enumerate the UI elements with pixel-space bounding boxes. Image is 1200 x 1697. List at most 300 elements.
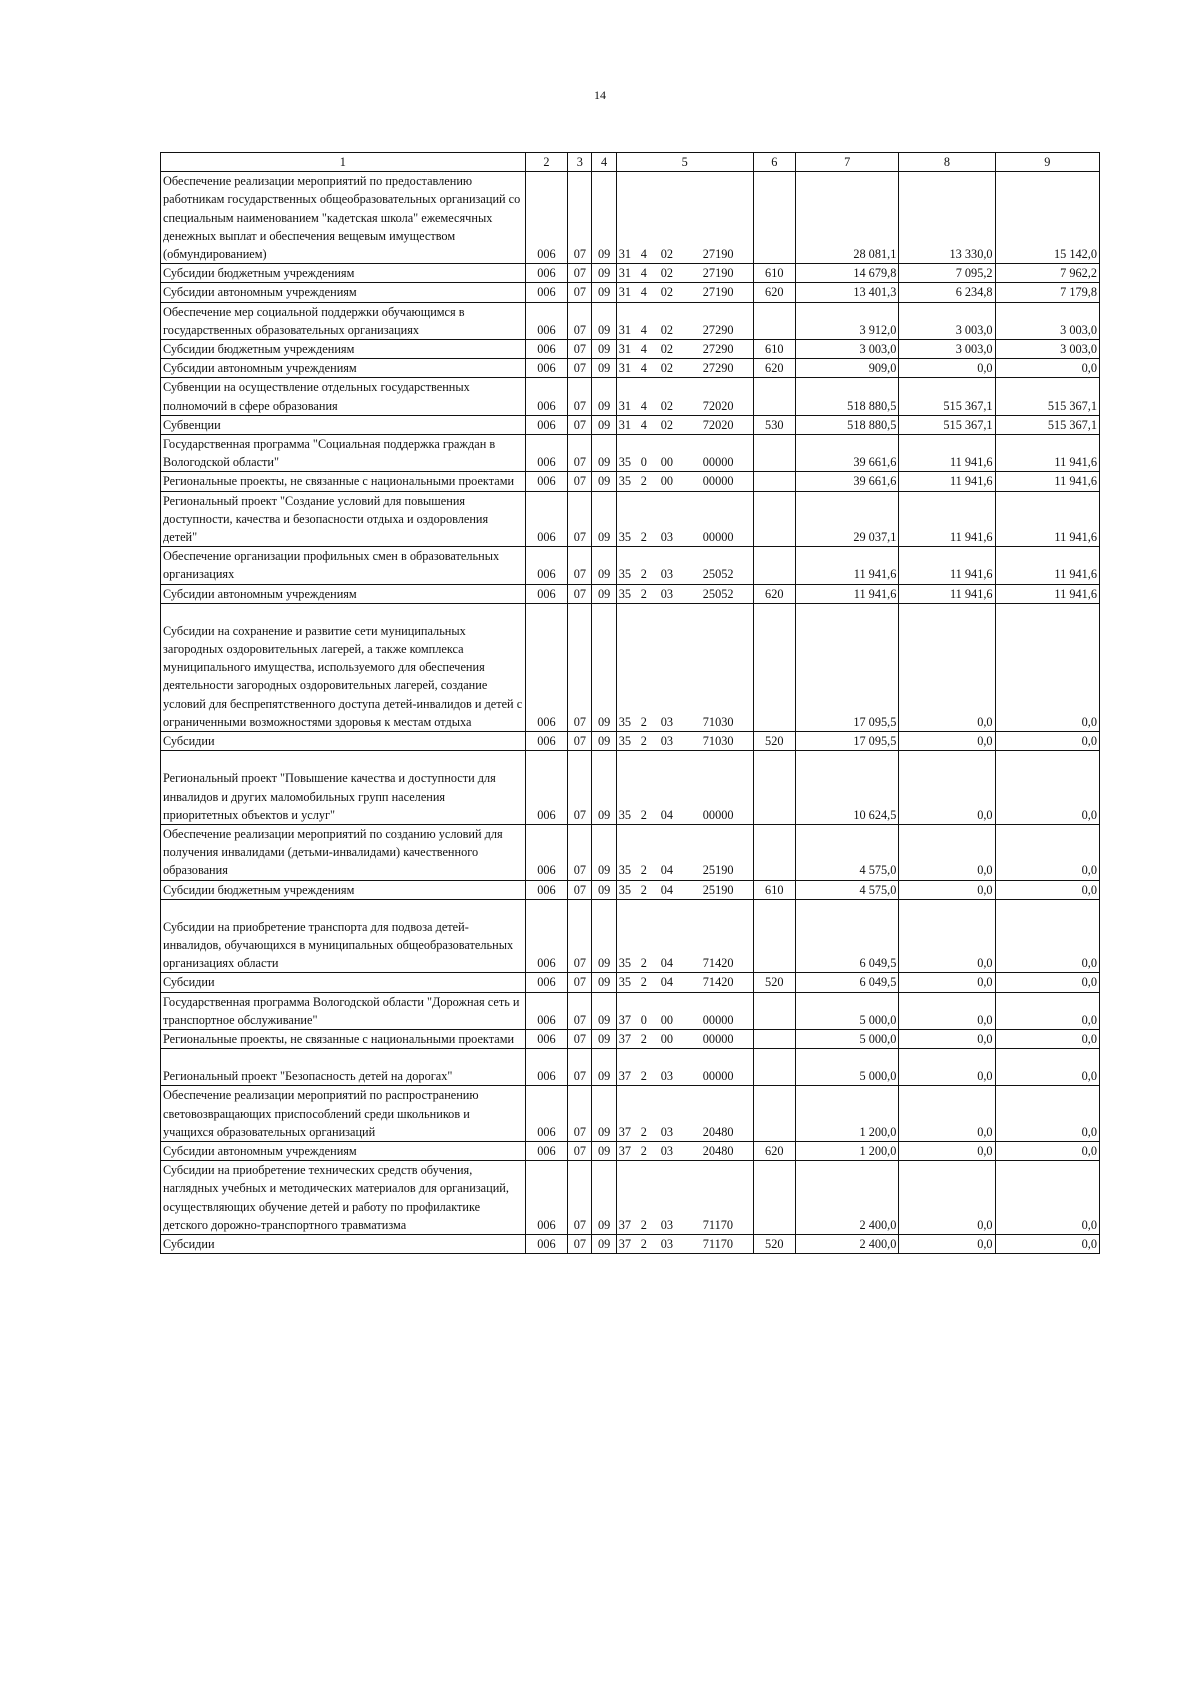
cell-subsection: 09 bbox=[592, 472, 616, 491]
cell-ministry: 006 bbox=[525, 472, 568, 491]
cell-section: 07 bbox=[568, 283, 592, 302]
article-segment: 03 bbox=[660, 1143, 674, 1158]
article-segment: 03 bbox=[660, 530, 674, 545]
article-segment: 02 bbox=[660, 266, 674, 281]
cell-target-article bbox=[616, 435, 753, 472]
cell-target-article bbox=[616, 491, 753, 547]
cell-target-article bbox=[616, 973, 753, 992]
article-segment: 31 bbox=[618, 361, 632, 376]
cell-amount-col8: 11 941,6 bbox=[899, 472, 995, 491]
article-segment: 25190 bbox=[702, 863, 734, 878]
article-segment: 2 bbox=[640, 863, 647, 878]
cell-amount-col9: 7 962,2 bbox=[995, 264, 1099, 283]
cell-amount-col9: 3 003,0 bbox=[995, 302, 1099, 339]
article-segment: 35 bbox=[618, 807, 632, 822]
cell-subsection: 09 bbox=[592, 264, 616, 283]
article-segment: 31 bbox=[618, 322, 632, 337]
article-segment: 2 bbox=[640, 1124, 647, 1139]
cell-target-article bbox=[616, 547, 753, 584]
cell-ministry: 006 bbox=[525, 973, 568, 992]
cell-amount-col9: 0,0 bbox=[995, 1234, 1099, 1253]
cell-subsection: 09 bbox=[592, 973, 616, 992]
cell-section: 07 bbox=[568, 359, 592, 378]
article-segment: 03 bbox=[660, 567, 674, 582]
cell-amount-col7: 2 400,0 bbox=[796, 1161, 899, 1235]
cell-amount-col9: 7 179,8 bbox=[995, 283, 1099, 302]
table-row bbox=[161, 1049, 1100, 1086]
article-segment: 2 bbox=[640, 1069, 647, 1084]
article-segment: 00 bbox=[660, 1012, 674, 1027]
cell-amount-col7: 1 200,0 bbox=[796, 1141, 899, 1160]
cell-amount-col8: 0,0 bbox=[899, 359, 995, 378]
cell-amount-col7: 17 095,5 bbox=[796, 732, 899, 751]
cell-subsection: 09 bbox=[592, 359, 616, 378]
article-segment: 37 bbox=[618, 1217, 632, 1232]
row-name: Субсидии бюджетным учреждениям bbox=[161, 340, 526, 359]
article-segment: 2 bbox=[640, 586, 647, 601]
row-name: Обеспечение реализации мероприятий по распространению световозвращающих приспособлений среди школьников и учащихся образовательных организаций bbox=[161, 1086, 526, 1142]
article-segment: 0 bbox=[640, 455, 647, 470]
cell-amount-col7: 17 095,5 bbox=[796, 603, 899, 731]
article-segment: 72020 bbox=[702, 398, 734, 413]
cell-amount-col9: 0,0 bbox=[995, 603, 1099, 731]
cell-ministry: 006 bbox=[525, 1234, 568, 1253]
article-segment: 02 bbox=[660, 285, 674, 300]
cell-amount-col8: 11 941,6 bbox=[899, 435, 995, 472]
cell-amount-col7: 4 575,0 bbox=[796, 824, 899, 880]
cell-amount-col9: 0,0 bbox=[995, 732, 1099, 751]
cell-subsection: 09 bbox=[592, 1086, 616, 1142]
cell-ministry: 006 bbox=[525, 1049, 568, 1086]
cell-section: 07 bbox=[568, 973, 592, 992]
table-row bbox=[161, 283, 1100, 302]
cell-section: 07 bbox=[568, 302, 592, 339]
cell-amount-col8: 0,0 bbox=[899, 1234, 995, 1253]
article-segment: 37 bbox=[618, 1236, 632, 1251]
article-segment: 02 bbox=[660, 322, 674, 337]
cell-amount-col8: 0,0 bbox=[899, 751, 995, 825]
row-name: Государственная программа Вологодской области "Дорожная сеть и транспортное обслуживание" bbox=[161, 992, 526, 1029]
table-row bbox=[161, 302, 1100, 339]
article-segment: 4 bbox=[640, 361, 647, 376]
table-row bbox=[161, 1161, 1100, 1235]
row-name: Обеспечение реализации мероприятий по предоставлению работникам государственных общеобразовательных организаций со специальным наименованием "кадетская школа" ежемесячных денежных выплат и обеспечения вещевым имуществом (обмундированием) bbox=[161, 172, 526, 264]
table-row bbox=[161, 584, 1100, 603]
article-segment: 71170 bbox=[702, 1236, 734, 1251]
article-segment: 04 bbox=[660, 882, 674, 897]
article-segment: 00000 bbox=[702, 455, 734, 470]
article-segment: 31 bbox=[618, 342, 632, 357]
cell-ministry: 006 bbox=[525, 824, 568, 880]
cell-ministry: 006 bbox=[525, 302, 568, 339]
article-segment: 2 bbox=[640, 530, 647, 545]
article-segment: 35 bbox=[618, 567, 632, 582]
header-cell: 1 bbox=[161, 153, 526, 172]
article-segment: 03 bbox=[660, 1069, 674, 1084]
article-segment: 00000 bbox=[702, 474, 734, 489]
cell-amount-col9: 0,0 bbox=[995, 824, 1099, 880]
table-row bbox=[161, 359, 1100, 378]
cell-amount-col8: 13 330,0 bbox=[899, 172, 995, 264]
article-segment: 2 bbox=[640, 714, 647, 729]
row-name: Государственная программа "Социальная поддержка граждан в Вологодской области" bbox=[161, 435, 526, 472]
cell-section: 07 bbox=[568, 1029, 592, 1048]
cell-subsection: 09 bbox=[592, 1161, 616, 1235]
article-segment: 27290 bbox=[702, 322, 734, 337]
cell-target-article bbox=[616, 1049, 753, 1086]
table-row bbox=[161, 378, 1100, 415]
cell-amount-col8: 0,0 bbox=[899, 1086, 995, 1142]
cell-amount-col7: 2 400,0 bbox=[796, 1234, 899, 1253]
cell-amount-col9: 15 142,0 bbox=[995, 172, 1099, 264]
article-segment: 04 bbox=[660, 956, 674, 971]
cell-amount-col8: 7 095,2 bbox=[899, 264, 995, 283]
cell-target-article bbox=[616, 472, 753, 491]
cell-amount-col7: 518 880,5 bbox=[796, 415, 899, 434]
cell-amount-col8: 0,0 bbox=[899, 824, 995, 880]
article-segment: 2 bbox=[640, 1143, 647, 1158]
row-name: Субсидии автономным учреждениям bbox=[161, 359, 526, 378]
row-name: Региональные проекты, не связанные с национальными проектами bbox=[161, 1029, 526, 1048]
article-segment: 03 bbox=[660, 586, 674, 601]
cell-expense-type bbox=[753, 378, 796, 415]
cell-amount-col9: 11 941,6 bbox=[995, 435, 1099, 472]
cell-amount-col7: 10 624,5 bbox=[796, 751, 899, 825]
cell-amount-col7: 14 679,8 bbox=[796, 264, 899, 283]
cell-amount-col9: 0,0 bbox=[995, 1141, 1099, 1160]
header-cell: 3 bbox=[568, 153, 592, 172]
article-segment: 2 bbox=[640, 1217, 647, 1232]
cell-subsection: 09 bbox=[592, 992, 616, 1029]
article-segment: 31 bbox=[618, 398, 632, 413]
article-segment: 2 bbox=[640, 1031, 647, 1046]
cell-expense-type bbox=[753, 824, 796, 880]
cell-amount-col8: 0,0 bbox=[899, 992, 995, 1029]
budget-table bbox=[160, 152, 1100, 1254]
article-segment: 00 bbox=[660, 474, 674, 489]
cell-subsection: 09 bbox=[592, 491, 616, 547]
cell-amount-col8: 515 367,1 bbox=[899, 378, 995, 415]
cell-section: 07 bbox=[568, 1086, 592, 1142]
article-segment: 2 bbox=[640, 474, 647, 489]
cell-section: 07 bbox=[568, 378, 592, 415]
row-name: Субвенции на осуществление отдельных государственных полномочий в сфере образования bbox=[161, 378, 526, 415]
cell-target-article bbox=[616, 880, 753, 899]
article-segment: 00 bbox=[660, 1031, 674, 1046]
cell-amount-col7: 11 941,6 bbox=[796, 584, 899, 603]
cell-expense-type: 610 bbox=[753, 340, 796, 359]
row-name: Субсидии бюджетным учреждениям bbox=[161, 880, 526, 899]
article-segment: 4 bbox=[640, 266, 647, 281]
article-segment: 35 bbox=[618, 714, 632, 729]
article-segment: 37 bbox=[618, 1069, 632, 1084]
cell-section: 07 bbox=[568, 472, 592, 491]
cell-amount-col9: 0,0 bbox=[995, 880, 1099, 899]
cell-expense-type bbox=[753, 472, 796, 491]
article-segment: 25052 bbox=[702, 586, 734, 601]
cell-expense-type: 610 bbox=[753, 264, 796, 283]
cell-amount-col7: 28 081,1 bbox=[796, 172, 899, 264]
cell-section: 07 bbox=[568, 732, 592, 751]
article-segment: 71420 bbox=[702, 975, 734, 990]
table-row bbox=[161, 340, 1100, 359]
article-segment: 71170 bbox=[702, 1217, 734, 1232]
cell-expense-type bbox=[753, 751, 796, 825]
article-segment: 35 bbox=[618, 975, 632, 990]
cell-expense-type: 520 bbox=[753, 1234, 796, 1253]
article-segment: 2 bbox=[640, 975, 647, 990]
cell-expense-type bbox=[753, 172, 796, 264]
cell-amount-col9: 11 941,6 bbox=[995, 491, 1099, 547]
cell-amount-col9: 0,0 bbox=[995, 1049, 1099, 1086]
cell-target-article bbox=[616, 340, 753, 359]
cell-target-article bbox=[616, 584, 753, 603]
article-segment: 25052 bbox=[702, 567, 734, 582]
cell-subsection: 09 bbox=[592, 1029, 616, 1048]
article-segment: 03 bbox=[660, 1217, 674, 1232]
cell-expense-type: 620 bbox=[753, 584, 796, 603]
article-segment: 4 bbox=[640, 285, 647, 300]
cell-target-article bbox=[616, 359, 753, 378]
cell-section: 07 bbox=[568, 1141, 592, 1160]
cell-ministry: 006 bbox=[525, 359, 568, 378]
header-row bbox=[161, 153, 1100, 172]
cell-subsection: 09 bbox=[592, 880, 616, 899]
article-segment: 00000 bbox=[702, 1012, 734, 1027]
cell-target-article bbox=[616, 1086, 753, 1142]
row-name: Субсидии автономным учреждениям bbox=[161, 584, 526, 603]
cell-target-article bbox=[616, 264, 753, 283]
cell-amount-col8: 0,0 bbox=[899, 973, 995, 992]
cell-ministry: 006 bbox=[525, 1086, 568, 1142]
cell-subsection: 09 bbox=[592, 340, 616, 359]
table-row bbox=[161, 603, 1100, 731]
row-name: Субсидии на приобретение технических средств обучения, наглядных учебных и методических материалов для организаций, осуществляющих обучение детей и работу по профилактике детского дорожно-транспортного травматизма bbox=[161, 1161, 526, 1235]
table-row bbox=[161, 824, 1100, 880]
cell-amount-col8: 0,0 bbox=[899, 880, 995, 899]
cell-subsection: 09 bbox=[592, 302, 616, 339]
article-segment: 03 bbox=[660, 714, 674, 729]
row-name: Региональный проект "Повышение качества и доступности для инвалидов и других маломобильных групп населения приоритетных объектов и услуг" bbox=[161, 751, 526, 825]
cell-target-article bbox=[616, 1029, 753, 1048]
cell-subsection: 09 bbox=[592, 435, 616, 472]
cell-subsection: 09 bbox=[592, 1234, 616, 1253]
cell-expense-type bbox=[753, 899, 796, 973]
article-segment: 2 bbox=[640, 807, 647, 822]
cell-section: 07 bbox=[568, 264, 592, 283]
article-segment: 71030 bbox=[702, 734, 734, 749]
cell-section: 07 bbox=[568, 1234, 592, 1253]
article-segment: 04 bbox=[660, 975, 674, 990]
cell-amount-col8: 0,0 bbox=[899, 1049, 995, 1086]
row-name: Субсидии на приобретение транспорта для подвоза детей-инвалидов, обучающихся в муниципальных общеобразовательных организациях области bbox=[161, 899, 526, 973]
article-segment: 03 bbox=[660, 734, 674, 749]
cell-target-article bbox=[616, 172, 753, 264]
article-segment: 25190 bbox=[702, 882, 734, 897]
cell-ministry: 006 bbox=[525, 435, 568, 472]
table-row bbox=[161, 172, 1100, 264]
cell-ministry: 006 bbox=[525, 415, 568, 434]
cell-amount-col8: 515 367,1 bbox=[899, 415, 995, 434]
cell-subsection: 09 bbox=[592, 751, 616, 825]
row-name: Обеспечение мер социальной поддержки обучающимся в государственных образовательных организациях bbox=[161, 302, 526, 339]
article-segment: 27190 bbox=[702, 285, 734, 300]
cell-expense-type: 520 bbox=[753, 973, 796, 992]
cell-amount-col9: 11 941,6 bbox=[995, 472, 1099, 491]
article-segment: 35 bbox=[618, 734, 632, 749]
cell-amount-col8: 3 003,0 bbox=[899, 302, 995, 339]
table-row bbox=[161, 899, 1100, 973]
cell-amount-col8: 0,0 bbox=[899, 1141, 995, 1160]
cell-amount-col8: 11 941,6 bbox=[899, 547, 995, 584]
article-segment: 4 bbox=[640, 417, 647, 432]
table-row bbox=[161, 1086, 1100, 1142]
article-segment: 03 bbox=[660, 1236, 674, 1251]
cell-expense-type bbox=[753, 1029, 796, 1048]
article-segment: 31 bbox=[618, 417, 632, 432]
cell-expense-type bbox=[753, 603, 796, 731]
cell-amount-col9: 11 941,6 bbox=[995, 547, 1099, 584]
article-segment: 27190 bbox=[702, 247, 734, 262]
row-name: Субсидии bbox=[161, 732, 526, 751]
header-cell: 9 bbox=[995, 153, 1099, 172]
article-segment: 72020 bbox=[702, 417, 734, 432]
cell-section: 07 bbox=[568, 172, 592, 264]
article-segment: 71030 bbox=[702, 714, 734, 729]
article-segment: 2 bbox=[640, 956, 647, 971]
row-name: Субвенции bbox=[161, 415, 526, 434]
cell-amount-col7: 518 880,5 bbox=[796, 378, 899, 415]
cell-amount-col7: 909,0 bbox=[796, 359, 899, 378]
article-segment: 35 bbox=[618, 956, 632, 971]
cell-expense-type bbox=[753, 1086, 796, 1142]
article-segment: 4 bbox=[640, 247, 647, 262]
table-row bbox=[161, 992, 1100, 1029]
article-segment: 37 bbox=[618, 1012, 632, 1027]
row-name: Региональные проекты, не связанные с национальными проектами bbox=[161, 472, 526, 491]
article-segment: 2 bbox=[640, 1236, 647, 1251]
cell-ministry: 006 bbox=[525, 264, 568, 283]
cell-subsection: 09 bbox=[592, 603, 616, 731]
cell-amount-col7: 5 000,0 bbox=[796, 1029, 899, 1048]
article-segment: 02 bbox=[660, 361, 674, 376]
cell-amount-col9: 0,0 bbox=[995, 359, 1099, 378]
cell-subsection: 09 bbox=[592, 899, 616, 973]
row-name: Субсидии bbox=[161, 973, 526, 992]
cell-target-article bbox=[616, 415, 753, 434]
article-segment: 00 bbox=[660, 455, 674, 470]
article-segment: 2 bbox=[640, 734, 647, 749]
row-name: Субсидии автономным учреждениям bbox=[161, 283, 526, 302]
cell-amount-col7: 29 037,1 bbox=[796, 491, 899, 547]
article-segment: 03 bbox=[660, 1124, 674, 1139]
cell-target-article bbox=[616, 899, 753, 973]
article-segment: 4 bbox=[640, 398, 647, 413]
cell-amount-col7: 5 000,0 bbox=[796, 1049, 899, 1086]
cell-amount-col7: 4 575,0 bbox=[796, 880, 899, 899]
article-segment: 02 bbox=[660, 342, 674, 357]
cell-amount-col9: 515 367,1 bbox=[995, 415, 1099, 434]
cell-subsection: 09 bbox=[592, 283, 616, 302]
table-row bbox=[161, 880, 1100, 899]
cell-subsection: 09 bbox=[592, 415, 616, 434]
article-segment: 2 bbox=[640, 567, 647, 582]
article-segment: 02 bbox=[660, 417, 674, 432]
cell-section: 07 bbox=[568, 880, 592, 899]
cell-ministry: 006 bbox=[525, 1141, 568, 1160]
cell-subsection: 09 bbox=[592, 547, 616, 584]
article-segment: 35 bbox=[618, 863, 632, 878]
table-row bbox=[161, 472, 1100, 491]
cell-ministry: 006 bbox=[525, 172, 568, 264]
cell-expense-type: 620 bbox=[753, 1141, 796, 1160]
header-cell: 6 bbox=[753, 153, 796, 172]
article-segment: 71420 bbox=[702, 956, 734, 971]
row-name: Региональный проект "Безопасность детей на дорогах" bbox=[161, 1049, 526, 1086]
cell-amount-col7: 5 000,0 bbox=[796, 992, 899, 1029]
cell-amount-col8: 0,0 bbox=[899, 899, 995, 973]
article-segment: 31 bbox=[618, 285, 632, 300]
header-cell: 4 bbox=[592, 153, 616, 172]
cell-expense-type: 530 bbox=[753, 415, 796, 434]
cell-ministry: 006 bbox=[525, 880, 568, 899]
cell-expense-type: 620 bbox=[753, 359, 796, 378]
cell-subsection: 09 bbox=[592, 732, 616, 751]
cell-target-article bbox=[616, 992, 753, 1029]
article-segment: 27290 bbox=[702, 361, 734, 376]
cell-ministry: 006 bbox=[525, 378, 568, 415]
article-segment: 4 bbox=[640, 342, 647, 357]
cell-amount-col9: 3 003,0 bbox=[995, 340, 1099, 359]
cell-expense-type: 610 bbox=[753, 880, 796, 899]
header-cell: 2 bbox=[525, 153, 568, 172]
cell-section: 07 bbox=[568, 603, 592, 731]
article-segment: 27190 bbox=[702, 266, 734, 281]
table-row bbox=[161, 491, 1100, 547]
cell-subsection: 09 bbox=[592, 824, 616, 880]
cell-amount-col7: 39 661,6 bbox=[796, 472, 899, 491]
table-row bbox=[161, 264, 1100, 283]
article-segment: 0 bbox=[640, 1012, 647, 1027]
article-segment: 37 bbox=[618, 1124, 632, 1139]
table-row bbox=[161, 415, 1100, 434]
cell-ministry: 006 bbox=[525, 283, 568, 302]
cell-section: 07 bbox=[568, 899, 592, 973]
cell-ministry: 006 bbox=[525, 603, 568, 731]
cell-amount-col7: 3 003,0 bbox=[796, 340, 899, 359]
article-segment: 00000 bbox=[702, 807, 734, 822]
table-row bbox=[161, 435, 1100, 472]
article-segment: 37 bbox=[618, 1031, 632, 1046]
cell-amount-col8: 6 234,8 bbox=[899, 283, 995, 302]
table-row bbox=[161, 751, 1100, 825]
cell-amount-col9: 515 367,1 bbox=[995, 378, 1099, 415]
article-segment: 04 bbox=[660, 863, 674, 878]
cell-amount-col7: 13 401,3 bbox=[796, 283, 899, 302]
cell-amount-col8: 0,0 bbox=[899, 1161, 995, 1235]
cell-section: 07 bbox=[568, 584, 592, 603]
table-row bbox=[161, 547, 1100, 584]
cell-amount-col9: 0,0 bbox=[995, 1029, 1099, 1048]
cell-amount-col8: 11 941,6 bbox=[899, 584, 995, 603]
cell-expense-type bbox=[753, 547, 796, 584]
cell-subsection: 09 bbox=[592, 1049, 616, 1086]
cell-target-article bbox=[616, 732, 753, 751]
table-row bbox=[161, 973, 1100, 992]
cell-amount-col9: 0,0 bbox=[995, 899, 1099, 973]
cell-target-article bbox=[616, 1141, 753, 1160]
cell-expense-type bbox=[753, 435, 796, 472]
